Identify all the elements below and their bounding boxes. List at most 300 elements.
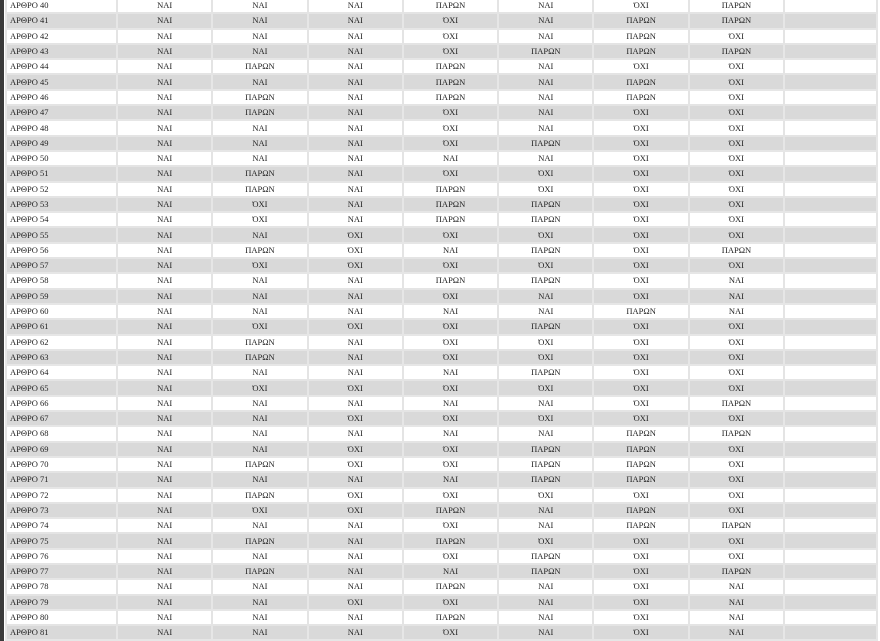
table-row (6, 380, 877, 395)
article-label-cell: ΑΡΘΡΟ 64 (6, 365, 117, 380)
vote-cell: ΌΧΙ (498, 335, 593, 350)
vote-cell: ΝΑΙ (308, 335, 403, 350)
vote-cell: ΌΧΙ (593, 319, 688, 334)
vote-cell: ΌΧΙ (593, 136, 688, 151)
vote-cell: ΌΧΙ (689, 212, 784, 227)
vote-cell: ΝΑΙ (117, 335, 212, 350)
vote-cell: ΌΧΙ (403, 625, 498, 640)
vote-cell: ΝΑΙ (308, 533, 403, 548)
vote-cell: ΠΑΡΩΝ (498, 243, 593, 258)
empty-cell (784, 273, 877, 288)
vote-cell: ΌΧΙ (689, 136, 784, 151)
vote-cell: ΠΑΡΩΝ (498, 44, 593, 59)
vote-cell: ΝΑΙ (498, 90, 593, 105)
vote-cell: ΠΑΡΩΝ (593, 44, 688, 59)
table-row (6, 243, 877, 258)
empty-cell (784, 335, 877, 350)
table-row (6, 564, 877, 579)
vote-cell: ΌΧΙ (593, 105, 688, 120)
article-label-cell: ΑΡΘΡΟ 51 (6, 166, 117, 181)
vote-cell: ΝΑΙ (117, 442, 212, 457)
vote-cell: ΝΑΙ (498, 304, 593, 319)
article-label-cell: ΑΡΘΡΟ 65 (6, 380, 117, 395)
vote-results-table (5, 0, 878, 641)
vote-cell: ΝΑΙ (308, 396, 403, 411)
empty-cell (784, 0, 877, 13)
vote-cell: ΝΑΙ (117, 151, 212, 166)
article-label-cell: ΑΡΘΡΟ 48 (6, 120, 117, 135)
vote-cell: ΌΧΙ (403, 227, 498, 242)
table-row (6, 426, 877, 441)
vote-cell: ΌΧΙ (212, 380, 307, 395)
vote-cell: ΌΧΙ (308, 457, 403, 472)
vote-cell: ΝΑΙ (212, 136, 307, 151)
vote-cell: ΌΧΙ (308, 380, 403, 395)
vote-cell: ΝΑΙ (212, 411, 307, 426)
vote-cell: ΌΧΙ (593, 396, 688, 411)
vote-cell: ΝΑΙ (117, 105, 212, 120)
vote-cell: ΝΑΙ (117, 488, 212, 503)
vote-cell: ΠΑΡΩΝ (498, 319, 593, 334)
vote-cell: ΌΧΙ (689, 105, 784, 120)
vote-cell: ΠΑΡΩΝ (403, 0, 498, 13)
empty-cell (784, 289, 877, 304)
vote-cell: ΝΑΙ (117, 212, 212, 227)
empty-cell (784, 610, 877, 625)
article-label-cell: ΑΡΘΡΟ 55 (6, 227, 117, 242)
vote-cell: ΌΧΙ (498, 533, 593, 548)
article-label-cell: ΑΡΘΡΟ 62 (6, 335, 117, 350)
table-row (6, 533, 877, 548)
vote-cell: ΝΑΙ (117, 579, 212, 594)
vote-cell: ΝΑΙ (212, 29, 307, 44)
vote-cell: ΝΑΙ (689, 289, 784, 304)
vote-cell: ΝΑΙ (308, 564, 403, 579)
empty-cell (784, 105, 877, 120)
vote-cell: ΌΧΙ (308, 488, 403, 503)
article-label-cell: ΑΡΘΡΟ 74 (6, 518, 117, 533)
vote-cell: ΠΑΡΩΝ (403, 533, 498, 548)
table-row (6, 365, 877, 380)
vote-cell: ΝΑΙ (212, 518, 307, 533)
table-row (6, 518, 877, 533)
vote-cell: ΠΑΡΩΝ (498, 273, 593, 288)
vote-cell: ΠΑΡΩΝ (403, 182, 498, 197)
vote-cell: ΝΑΙ (498, 426, 593, 441)
vote-cell: ΝΑΙ (117, 610, 212, 625)
vote-cell: ΝΑΙ (308, 518, 403, 533)
article-label-cell: ΑΡΘΡΟ 40 (6, 0, 117, 13)
vote-cell: ΌΧΙ (593, 243, 688, 258)
vote-cell: ΝΑΙ (117, 289, 212, 304)
article-label-cell: ΑΡΘΡΟ 56 (6, 243, 117, 258)
vote-cell: ΝΑΙ (117, 411, 212, 426)
table-row (6, 304, 877, 319)
article-label-cell: ΑΡΘΡΟ 79 (6, 595, 117, 610)
vote-cell: ΝΑΙ (212, 595, 307, 610)
article-label-cell: ΑΡΘΡΟ 69 (6, 442, 117, 457)
vote-cell: ΝΑΙ (498, 579, 593, 594)
vote-cell: ΝΑΙ (117, 258, 212, 273)
vote-cell: ΝΑΙ (308, 610, 403, 625)
vote-cell: ΠΑΡΩΝ (498, 564, 593, 579)
table-row (6, 258, 877, 273)
vote-cell: ΝΑΙ (403, 243, 498, 258)
vote-cell: ΠΑΡΩΝ (212, 243, 307, 258)
vote-cell: ΝΑΙ (308, 105, 403, 120)
vote-cell: ΌΧΙ (403, 120, 498, 135)
vote-cell: ΝΑΙ (308, 120, 403, 135)
vote-cell: ΠΑΡΩΝ (212, 488, 307, 503)
vote-cell: ΠΑΡΩΝ (689, 518, 784, 533)
vote-cell: ΝΑΙ (308, 549, 403, 564)
vote-cell: ΌΧΙ (403, 380, 498, 395)
vote-cell: ΠΑΡΩΝ (689, 564, 784, 579)
vote-cell: ΠΑΡΩΝ (212, 90, 307, 105)
vote-cell: ΠΑΡΩΝ (593, 304, 688, 319)
vote-cell: ΝΑΙ (117, 120, 212, 135)
vote-cell: ΌΧΙ (689, 411, 784, 426)
article-label-cell: ΑΡΘΡΟ 41 (6, 13, 117, 28)
vote-cell: ΌΧΙ (403, 105, 498, 120)
empty-cell (784, 426, 877, 441)
vote-cell: ΌΧΙ (498, 380, 593, 395)
empty-cell (784, 625, 877, 640)
article-label-cell: ΑΡΘΡΟ 42 (6, 29, 117, 44)
vote-cell: ΝΑΙ (117, 243, 212, 258)
article-label-cell: ΑΡΘΡΟ 78 (6, 579, 117, 594)
vote-cell: ΌΧΙ (689, 151, 784, 166)
vote-cell: ΠΑΡΩΝ (593, 518, 688, 533)
vote-cell: ΝΑΙ (308, 182, 403, 197)
vote-cell: ΝΑΙ (689, 304, 784, 319)
vote-cell: ΝΑΙ (212, 442, 307, 457)
empty-cell (784, 319, 877, 334)
table-row (6, 488, 877, 503)
vote-cell: ΠΑΡΩΝ (403, 212, 498, 227)
vote-cell: ΌΧΙ (593, 166, 688, 181)
vote-cell: ΝΑΙ (403, 472, 498, 487)
table-row (6, 625, 877, 640)
vote-cell: ΝΑΙ (308, 166, 403, 181)
vote-cell: ΝΑΙ (117, 136, 212, 151)
vote-cell: ΠΑΡΩΝ (498, 197, 593, 212)
vote-cell: ΝΑΙ (403, 365, 498, 380)
vote-cell: ΌΧΙ (593, 273, 688, 288)
vote-cell: ΝΑΙ (117, 426, 212, 441)
empty-cell (784, 564, 877, 579)
table-row (6, 166, 877, 181)
vote-cell: ΌΧΙ (689, 120, 784, 135)
vote-cell: ΌΧΙ (593, 59, 688, 74)
vote-cell: ΝΑΙ (308, 90, 403, 105)
vote-cell: ΠΑΡΩΝ (689, 13, 784, 28)
vote-cell: ΝΑΙ (117, 595, 212, 610)
vote-cell: ΝΑΙ (212, 610, 307, 625)
vote-cell: ΝΑΙ (117, 472, 212, 487)
article-label-cell: ΑΡΘΡΟ 49 (6, 136, 117, 151)
article-label-cell: ΑΡΘΡΟ 60 (6, 304, 117, 319)
vote-cell: ΠΑΡΩΝ (689, 243, 784, 258)
vote-cell: ΌΧΙ (403, 518, 498, 533)
vote-cell: ΝΑΙ (308, 472, 403, 487)
vote-cell: ΝΑΙ (689, 273, 784, 288)
vote-cell: ΠΑΡΩΝ (403, 59, 498, 74)
article-label-cell: ΑΡΘΡΟ 53 (6, 197, 117, 212)
empty-cell (784, 227, 877, 242)
vote-cell: ΠΑΡΩΝ (212, 182, 307, 197)
vote-cell: ΌΧΙ (593, 365, 688, 380)
vote-cell: ΌΧΙ (689, 197, 784, 212)
window-left-edge (0, 0, 4, 641)
empty-cell (784, 29, 877, 44)
vote-cell: ΌΧΙ (593, 488, 688, 503)
vote-cell: ΌΧΙ (689, 258, 784, 273)
table-row (6, 595, 877, 610)
vote-cell: ΌΧΙ (593, 182, 688, 197)
vote-cell: ΠΑΡΩΝ (689, 426, 784, 441)
vote-cell: ΝΑΙ (117, 503, 212, 518)
article-label-cell: ΑΡΘΡΟ 71 (6, 472, 117, 487)
vote-cell: ΝΑΙ (498, 120, 593, 135)
vote-cell: ΠΑΡΩΝ (212, 166, 307, 181)
vote-cell: ΠΑΡΩΝ (689, 396, 784, 411)
vote-cell: ΌΧΙ (212, 503, 307, 518)
vote-cell: ΌΧΙ (689, 533, 784, 548)
vote-cell: ΌΧΙ (593, 579, 688, 594)
vote-cell: ΠΑΡΩΝ (403, 273, 498, 288)
vote-cell: ΝΑΙ (212, 74, 307, 89)
article-label-cell: ΑΡΘΡΟ 72 (6, 488, 117, 503)
empty-cell (784, 304, 877, 319)
vote-cell: ΌΧΙ (593, 258, 688, 273)
vote-cell: ΠΑΡΩΝ (498, 549, 593, 564)
vote-cell: ΌΧΙ (593, 350, 688, 365)
vote-cell: ΝΑΙ (212, 273, 307, 288)
table-row (6, 503, 877, 518)
vote-cell: ΝΑΙ (308, 44, 403, 59)
vote-cell: ΌΧΙ (593, 595, 688, 610)
table-row (6, 136, 877, 151)
vote-cell: ΌΧΙ (403, 442, 498, 457)
vote-cell: ΠΑΡΩΝ (593, 13, 688, 28)
vote-cell: ΝΑΙ (498, 59, 593, 74)
vote-cell: ΠΑΡΩΝ (403, 90, 498, 105)
vote-cell: ΌΧΙ (689, 59, 784, 74)
vote-cell: ΌΧΙ (403, 457, 498, 472)
vote-cell: ΝΑΙ (117, 182, 212, 197)
article-label-cell: ΑΡΘΡΟ 46 (6, 90, 117, 105)
table-row (6, 44, 877, 59)
table-row (6, 182, 877, 197)
vote-cell: ΝΑΙ (117, 365, 212, 380)
vote-cell: ΝΑΙ (498, 289, 593, 304)
vote-cell: ΌΧΙ (498, 182, 593, 197)
vote-cell: ΌΧΙ (689, 503, 784, 518)
vote-cell: ΝΑΙ (212, 472, 307, 487)
empty-cell (784, 151, 877, 166)
article-label-cell: ΑΡΘΡΟ 43 (6, 44, 117, 59)
empty-cell (784, 518, 877, 533)
article-label-cell: ΑΡΘΡΟ 58 (6, 273, 117, 288)
vote-cell: ΌΧΙ (593, 212, 688, 227)
article-label-cell: ΑΡΘΡΟ 50 (6, 151, 117, 166)
vote-cell: ΌΧΙ (308, 442, 403, 457)
table-row (6, 74, 877, 89)
empty-cell (784, 74, 877, 89)
vote-cell: ΠΑΡΩΝ (212, 533, 307, 548)
vote-cell: ΝΑΙ (498, 625, 593, 640)
article-label-cell: ΑΡΘΡΟ 59 (6, 289, 117, 304)
vote-cell: ΝΑΙ (117, 166, 212, 181)
article-label-cell: ΑΡΘΡΟ 57 (6, 258, 117, 273)
vote-cell: ΝΑΙ (689, 579, 784, 594)
vote-cell: ΌΧΙ (689, 380, 784, 395)
vote-cell: ΝΑΙ (689, 610, 784, 625)
vote-cell: ΝΑΙ (403, 564, 498, 579)
article-label-cell: ΑΡΘΡΟ 70 (6, 457, 117, 472)
empty-cell (784, 182, 877, 197)
empty-cell (784, 442, 877, 457)
vote-cell: ΌΧΙ (403, 319, 498, 334)
vote-cell: ΌΧΙ (689, 365, 784, 380)
vote-cell: ΌΧΙ (212, 258, 307, 273)
vote-cell: ΝΑΙ (117, 44, 212, 59)
vote-cell: ΝΑΙ (498, 595, 593, 610)
vote-cell: ΝΑΙ (212, 227, 307, 242)
table-row (6, 90, 877, 105)
vote-cell: ΝΑΙ (117, 13, 212, 28)
vote-cell: ΠΑΡΩΝ (212, 457, 307, 472)
vote-cell: ΌΧΙ (403, 13, 498, 28)
table-row (6, 579, 877, 594)
vote-cell: ΝΑΙ (117, 457, 212, 472)
vote-cell: ΠΑΡΩΝ (498, 136, 593, 151)
vote-cell: ΝΑΙ (117, 90, 212, 105)
vote-cell: ΌΧΙ (689, 335, 784, 350)
vote-cell: ΝΑΙ (498, 0, 593, 13)
vote-cell: ΝΑΙ (212, 396, 307, 411)
vote-cell: ΌΧΙ (308, 258, 403, 273)
empty-cell (784, 13, 877, 28)
table-row (6, 411, 877, 426)
vote-cell: ΌΧΙ (498, 258, 593, 273)
vote-cell: ΠΑΡΩΝ (403, 579, 498, 594)
article-label-cell: ΑΡΘΡΟ 80 (6, 610, 117, 625)
vote-cell: ΝΑΙ (212, 120, 307, 135)
vote-cell: ΝΑΙ (212, 304, 307, 319)
vote-cell: ΠΑΡΩΝ (403, 503, 498, 518)
vote-cell: ΠΑΡΩΝ (498, 442, 593, 457)
vote-cell: ΌΧΙ (498, 488, 593, 503)
table-body (6, 0, 877, 640)
vote-cell: ΝΑΙ (308, 289, 403, 304)
vote-cell: ΝΑΙ (498, 503, 593, 518)
article-label-cell: ΑΡΘΡΟ 68 (6, 426, 117, 441)
empty-cell (784, 136, 877, 151)
vote-cell: ΠΑΡΩΝ (593, 457, 688, 472)
vote-cell: ΝΑΙ (308, 625, 403, 640)
vote-cell: ΝΑΙ (308, 0, 403, 13)
vote-cell: ΠΑΡΩΝ (498, 365, 593, 380)
article-label-cell: ΑΡΘΡΟ 63 (6, 350, 117, 365)
vote-cell: ΝΑΙ (117, 625, 212, 640)
vote-cell: ΌΧΙ (212, 197, 307, 212)
vote-cell: ΝΑΙ (117, 350, 212, 365)
article-label-cell: ΑΡΘΡΟ 44 (6, 59, 117, 74)
vote-cell: ΝΑΙ (403, 304, 498, 319)
vote-cell: ΌΧΙ (403, 350, 498, 365)
article-label-cell: ΑΡΘΡΟ 61 (6, 319, 117, 334)
vote-cell: ΝΑΙ (308, 212, 403, 227)
empty-cell (784, 549, 877, 564)
table-row (6, 396, 877, 411)
empty-cell (784, 488, 877, 503)
empty-cell (784, 44, 877, 59)
article-label-cell: ΑΡΘΡΟ 75 (6, 533, 117, 548)
empty-cell (784, 595, 877, 610)
vote-cell: ΝΑΙ (403, 396, 498, 411)
vote-cell: ΌΧΙ (593, 564, 688, 579)
vote-cell: ΌΧΙ (593, 549, 688, 564)
vote-cell: ΝΑΙ (117, 319, 212, 334)
empty-cell (784, 90, 877, 105)
vote-cell: ΝΑΙ (498, 105, 593, 120)
vote-cell: ΠΑΡΩΝ (498, 472, 593, 487)
vote-cell: ΝΑΙ (308, 304, 403, 319)
vote-cell: ΌΧΙ (403, 136, 498, 151)
table-row (6, 472, 877, 487)
vote-cell: ΝΑΙ (308, 350, 403, 365)
vote-cell: ΝΑΙ (212, 44, 307, 59)
vote-cell: ΠΑΡΩΝ (212, 105, 307, 120)
vote-cell: ΠΑΡΩΝ (689, 0, 784, 13)
table-row (6, 151, 877, 166)
vote-cell: ΝΑΙ (117, 533, 212, 548)
vote-cell: ΝΑΙ (117, 29, 212, 44)
table-row (6, 212, 877, 227)
vote-cell: ΝΑΙ (117, 197, 212, 212)
vote-cell: ΝΑΙ (117, 518, 212, 533)
vote-cell: ΝΑΙ (212, 151, 307, 166)
table-row (6, 610, 877, 625)
vote-cell: ΌΧΙ (593, 227, 688, 242)
empty-cell (784, 396, 877, 411)
table-row (6, 273, 877, 288)
vote-cell: ΌΧΙ (593, 625, 688, 640)
vote-cell: ΌΧΙ (593, 533, 688, 548)
empty-cell (784, 166, 877, 181)
vote-cell: ΝΑΙ (308, 273, 403, 288)
article-label-cell: ΑΡΘΡΟ 77 (6, 564, 117, 579)
vote-cell: ΌΧΙ (593, 289, 688, 304)
vote-cell: ΌΧΙ (308, 595, 403, 610)
vote-results-sheet (5, 0, 876, 641)
vote-cell: ΝΑΙ (117, 59, 212, 74)
vote-cell: ΝΑΙ (308, 579, 403, 594)
vote-cell: ΌΧΙ (498, 350, 593, 365)
vote-cell: ΝΑΙ (308, 197, 403, 212)
vote-cell: ΝΑΙ (117, 74, 212, 89)
vote-cell: ΌΧΙ (403, 258, 498, 273)
vote-cell: ΌΧΙ (308, 503, 403, 518)
table-row (6, 319, 877, 334)
vote-cell: ΝΑΙ (212, 365, 307, 380)
article-label-cell: ΑΡΘΡΟ 54 (6, 212, 117, 227)
vote-cell: ΠΑΡΩΝ (498, 212, 593, 227)
vote-cell: ΠΑΡΩΝ (212, 335, 307, 350)
article-label-cell: ΑΡΘΡΟ 81 (6, 625, 117, 640)
